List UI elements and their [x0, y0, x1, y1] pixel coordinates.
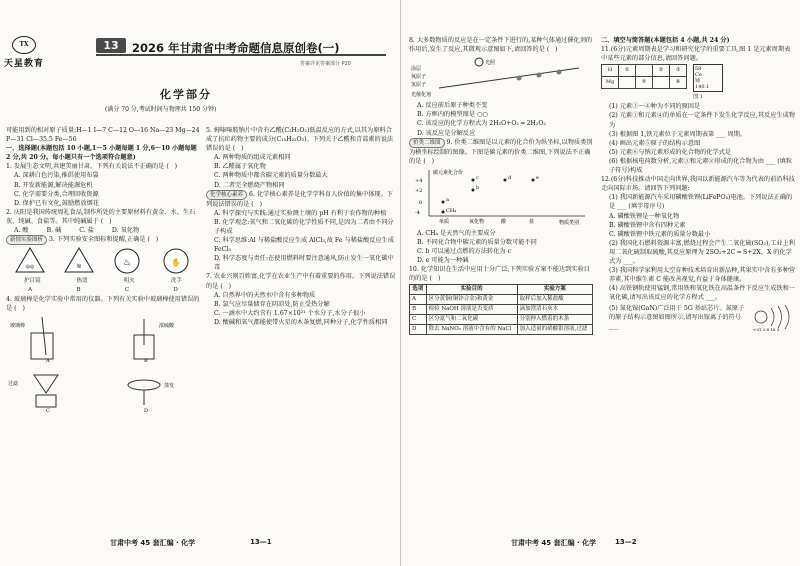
svg-text:酸: 酸 [501, 218, 507, 225]
q3-tag: 新情实验图析 [6, 235, 47, 245]
q11-element-card: 58 Ce 铈 140.1 [693, 64, 723, 92]
question-9: 价类二维图 9. 价类二维图是以元素的化合价为纵坐标,以物质类别为横坐标绘制的图像。下图是碳元素的价类二维图,下列说法不正确的是 ( ) [409, 138, 593, 165]
svg-text:+31 2 8 18 3: +31 2 8 18 3 [753, 327, 780, 333]
q1-option-c: C. 化学需要分类,合理回收资源 [14, 190, 99, 198]
question-5: 5. 姆嗪嗪胺钠片中含有乙酰(C₂H₂O₂)低温反应的方式,以其为原料合成了抗疟药物主要的成分(C₁₅H₂₂O₅)。下列关于乙酰和青蒿素的说法错误的是 ( ) [206, 127, 394, 153]
svg-text:a: a [446, 196, 449, 203]
svg-text:物质类别: 物质类别 [559, 219, 580, 226]
left-page-number: 13—1 [250, 538, 272, 546]
question-1: 1. 发展生态文明,共建美丽甘肃。下列有关说法不正确的是 ( ) [6, 163, 178, 171]
right-footer: 甘肃中考 45 套汇编 · 化学 [511, 539, 597, 547]
q2-option-d: D. 氧化物 [111, 227, 140, 235]
svg-text:+4: +4 [415, 177, 423, 184]
q2-options [14, 226, 200, 235]
q11-sub-3: (3) 根据图 1,铁元素位于元素周期表第 ___ 周期。 [609, 130, 747, 138]
q12-sub-2: (2) 我国化石燃料资源丰富,燃烧过程会产生二氧化硫(SO₂),工业上利用二氧化硫制取硫酸,其反应原理为 2SO₂+2C ═ S+2X。X 的化学式为 ___。 [609, 239, 795, 265]
svg-text:光照: 光照 [485, 60, 496, 67]
part2-title: 二、填空与简答题(本题包括 4 小题,共 24 分) [601, 37, 730, 44]
q3-icon-captions: 护目镜 热烫 明火 洗手 [24, 278, 182, 285]
q12-sub-4: (4) 高铁钢轨使用锰钢,常用铁和氧化铁在高温条件下反应生成铁和一氧化碳,请写出该反应的化学方程式 ___。 [609, 285, 795, 302]
hot-surface-icon [63, 246, 95, 276]
left-column-1 [6, 126, 200, 413]
question-2: 2. 庆阳是我国传统周礼食品,制作所处的主要原材料有黄金、水、生石灰、纯碱、食盐等。其中纯碱属于 ( ) [6, 208, 196, 225]
q3-icon-letters: A B C D [28, 287, 178, 294]
q4-figures [6, 315, 200, 413]
q12-sub-3: (3) 我国科学家利用太空育种技术培育出新品种,其果实中含有多种营养素,其中维生素 C 能改善视觉,有益于身体健康。 [609, 267, 795, 284]
question-4: 4. 玻璃棒是化学实验中常用的仪器。下列有关实验中玻璃棒使用错误的是 ( ) [6, 296, 200, 313]
q5-option-a: A. 两种物质的组成元素相同 [214, 154, 291, 162]
q11-sub-2: (2) 元素①和元素④的单质在一定条件下发生化学反应,其反应生成物为 [609, 112, 795, 129]
q11-table-fragment: H ① ② ③ Mg ⑤ ⑥ [601, 64, 687, 89]
q12-sub-5-row [601, 302, 795, 332]
q6-option-d: D. 科学态度与责任:在使用燃料时要注意通风,防止发生一氧化碳中毒 [214, 255, 394, 272]
publisher-name: 天星教育 [4, 59, 45, 69]
svg-text:A: A [46, 357, 50, 363]
q8-option-c: C. 该反应的化学方程式为 2H₂O+O₂ ═ 2H₂O₂ [417, 120, 546, 128]
q11-periodic-table [601, 64, 795, 92]
logo-mark: TX [12, 36, 36, 54]
table-row: D 除去 NaNO₃ 溶液中含有的 NaCl 加入适量的硝酸银溶液,过滤 [410, 324, 593, 334]
q12-sub-1a: A. 磷酸铁锂是一种氧化物 [609, 212, 680, 220]
q1-option-d: D. 保护已有文化,鼓励燃放烟花 [14, 199, 99, 207]
svg-text:C: C [46, 407, 50, 413]
q4-figure-b [104, 315, 194, 363]
q11-sub-4: (4) 画出元素⑤原子的结构示意图 [609, 139, 701, 147]
goggles-icon [14, 246, 46, 276]
svg-text:浓硫酸: 浓硫酸 [159, 322, 175, 329]
svg-text:蒸发: 蒸发 [164, 382, 175, 389]
svg-text:氧化物: 氧化物 [469, 218, 485, 225]
svg-text:◎◎: ◎◎ [25, 264, 35, 271]
q7-option-d: D. 酸碱和氧气都能使带火星的木条复燃,同种分子,化学性质相同 [214, 318, 388, 326]
svg-text:涂层: 涂层 [411, 66, 422, 73]
svg-text:过滤: 过滤 [8, 380, 19, 387]
svg-text:e: e [536, 174, 539, 181]
svg-text:光催化剂: 光催化剂 [411, 92, 432, 99]
part1-title: 一、选择题(本题包括 10 小题,1～5 小题每题 1 分,6～10 小题每题 2 分,共 20 分。每小题只有一个选项符合题意) [6, 145, 199, 162]
q7-option-c: C. 一滴水中大约含有 1.67×10²¹ 个水分子,水分子很小 [214, 309, 366, 317]
svg-text:≋: ≋ [76, 263, 82, 271]
q2-option-c: C. 盐 [79, 227, 94, 235]
svg-text:+2: +2 [415, 187, 423, 194]
question-8: 8. 大多数物质的反应是在一定条件下进行的,某种气体通过催化剂的作用后,发生了反应,其微观示意图如下,请回答的是 ( ) [409, 37, 593, 54]
q7-option-b: B. 氯气应尽量储存在阴凉处,防止受热分解 [214, 300, 330, 308]
svg-text:单质: 单质 [439, 218, 450, 225]
svg-text:D: D [144, 407, 149, 413]
q4-figure-d [104, 365, 194, 413]
svg-text:氧原子: 氧原子 [411, 74, 427, 81]
q6-tag: 化学核心素养 [206, 190, 247, 200]
table-row: A 区分黄铜(铜锌合金)和黄金 取样后加入稀盐酸 [410, 294, 593, 304]
question-7: 7. 农业兴则百姓富,化学在农业生产中有着重要的作用。下列说法错误的是 ( ) [206, 273, 396, 290]
q12-sub-1b: B. 磷酸铁锂中含有四种元素 [609, 221, 686, 229]
svg-text:✋: ✋ [170, 258, 181, 268]
question-10: 10. 化学知识在生活中应用十分广泛,下列实验方案不能达到实验目的的是 ( ) [409, 266, 590, 283]
svg-text:碳元素化合价: 碳元素化合价 [433, 169, 464, 176]
flame-icon [111, 246, 143, 276]
q5-option-d: D. 二者完全燃烧产物相同 [214, 181, 285, 189]
svg-text:-4: -4 [415, 209, 420, 216]
svg-text:玻璃棒: 玻璃棒 [10, 322, 26, 329]
answer-reference: 答案详见答案部分 P20 [300, 61, 351, 67]
q6-option-c: C. 科学思维:Al 与稀盐酸反应生成 AlCl₃,故 Fe 与稀盐酸反应生成 FeCl₃ [214, 237, 395, 254]
left-column-2 [206, 126, 396, 327]
q6-option-b: B. 化学观念:氧气和二氧化碳的化学性质不同,是因为二者由不同分子构成 [214, 218, 394, 235]
q9-tag: 价类二维图 [409, 138, 445, 148]
q12-sub-5: (5) 氮化镓(GaN)广泛用于 5G 基站芯片。氮原子的原子结构示意图如图所示,请写出镓离子的符号 ___ [609, 304, 745, 330]
q8-option-d: D. 该反应是分解反应 [417, 129, 476, 137]
table-row: B 检验 NaOH 溶液是否变质 滴加澄清石灰水 [410, 304, 593, 314]
left-footer: 甘肃中考 45 套汇编 · 化学 [110, 539, 196, 547]
q2-option-a: A. 酸 [14, 227, 29, 235]
paper-title: 2026 年甘肃省中考命题信息原创卷(一) [132, 41, 340, 55]
q6-option-a: A. 科学探究与实践:通过实验测土壤的 pH 有利于农作物的种植 [214, 209, 387, 217]
publisher-logo [4, 36, 48, 76]
q8-reaction-diagram [409, 54, 593, 98]
svg-text:CH₄: CH₄ [446, 207, 457, 214]
q11-sub-6: (6) 根据核电荷数分析,元素③和元素②形成的化合物为由 ___ (填粒子符号)构成 [609, 157, 793, 175]
q11-sub-1: (1) 元素①～④种为不同的原因是 [609, 103, 701, 111]
svg-text:0: 0 [419, 199, 423, 206]
atomic-masses: 可能用到的相对原子质量:H—1 I—7 C—12 O—16 Na—23 Mg—24 P—31 Cl—35.5 Fe—56 [6, 127, 202, 144]
q9-option-b: B. 不同化合物中碳元素的质量分数可能不同 [417, 239, 537, 247]
exam-note: (满分 70 分,考试时间与物理共 150 分钟) [105, 106, 217, 113]
q12-sub-1c: C. 磷酸铁锂中铁元素的质量分数最小 [609, 230, 711, 238]
q11-sub-5: (5) 元素⑥与钠元素形成的化合物的化学式是 [609, 148, 732, 156]
gallium-atom-diagram [751, 302, 795, 332]
q9-option-a: A. CH₄ 是天然气的主要成分 [417, 229, 496, 237]
hand-wash-icon [160, 246, 192, 276]
q7-option-a: A. 自然界中的天然水中含有多种物质 [214, 291, 316, 299]
right-column-1 [409, 36, 595, 335]
question-6: 化学核心素养 6. 化学核心素养是化学学科育人价值的集中体现。下列说法错误的是 ( ) [206, 190, 393, 208]
paper-number-badge: 13 [96, 38, 126, 53]
q8-option-a: A. 反应前后原子种类不变 [417, 102, 488, 110]
svg-text:B: B [144, 357, 148, 363]
q9-option-c: C. b 可以通过点燃的方法转化为 c [417, 248, 512, 256]
q10-table-header: 选项 实验目的 实验方案 [410, 284, 593, 294]
q12-sub-1: (1) 我国新能源汽车采用磷酸铁锂(LiFePO₄)电池。下列说法正确的是 ___ (填字母序号) [609, 194, 793, 211]
q8-option-b: B. 方框内的模型图是 ○○ [417, 111, 488, 119]
q5-option-b: B. 乙醛属于氧化物 [214, 163, 266, 171]
svg-text:d: d [508, 174, 512, 181]
section-title: 化学部分 [160, 88, 212, 101]
q4-figure-a [6, 315, 96, 363]
table-row: C 区分氮气和二氧化碳 分别伸入燃着的木条 [410, 314, 593, 324]
svg-text:c: c [476, 174, 479, 181]
right-page [400, 0, 800, 566]
svg-text:b: b [476, 184, 480, 191]
question-3: 新情实验图析 3. 下列实验安全图标和提醒,正确是 ( ) [6, 235, 200, 245]
q11-figure-caption: 图 1 [693, 94, 703, 101]
q1-option-b: B. 开发新能源,解决能源危机 [14, 181, 93, 189]
right-page-number: 13—2 [615, 538, 637, 546]
q9-valence-chart [409, 166, 593, 226]
question-12: 12.(6分)科技推动中国走向世界,我国以新能源汽车等为代表的前沿科技走向国际市场。请回答下列问题: [601, 176, 795, 193]
svg-text:盐: 盐 [529, 218, 535, 225]
q3-icons [6, 246, 200, 276]
svg-text:氢原子: 氢原子 [411, 82, 427, 89]
q4-figure-c [6, 365, 96, 413]
right-column-2 [601, 36, 795, 332]
q2-option-b: B. 碱 [46, 227, 62, 235]
q9-option-d: D. e 可能为一种碱 [417, 257, 469, 265]
question-11: 11.(6分)元素周期表是学习和研究化学的重要工具,图 1 是元素周期表中某些元素的部分信息,请回答问题。 [601, 46, 791, 63]
q10-table [409, 284, 593, 335]
q1-option-a: A. 深耕白色污染,推倡使用布袋 [14, 172, 99, 180]
q5-option-c: C. 两种物质中都含碳元素的质量分数最大 [214, 172, 328, 180]
svg-text:♨: ♨ [123, 258, 132, 269]
